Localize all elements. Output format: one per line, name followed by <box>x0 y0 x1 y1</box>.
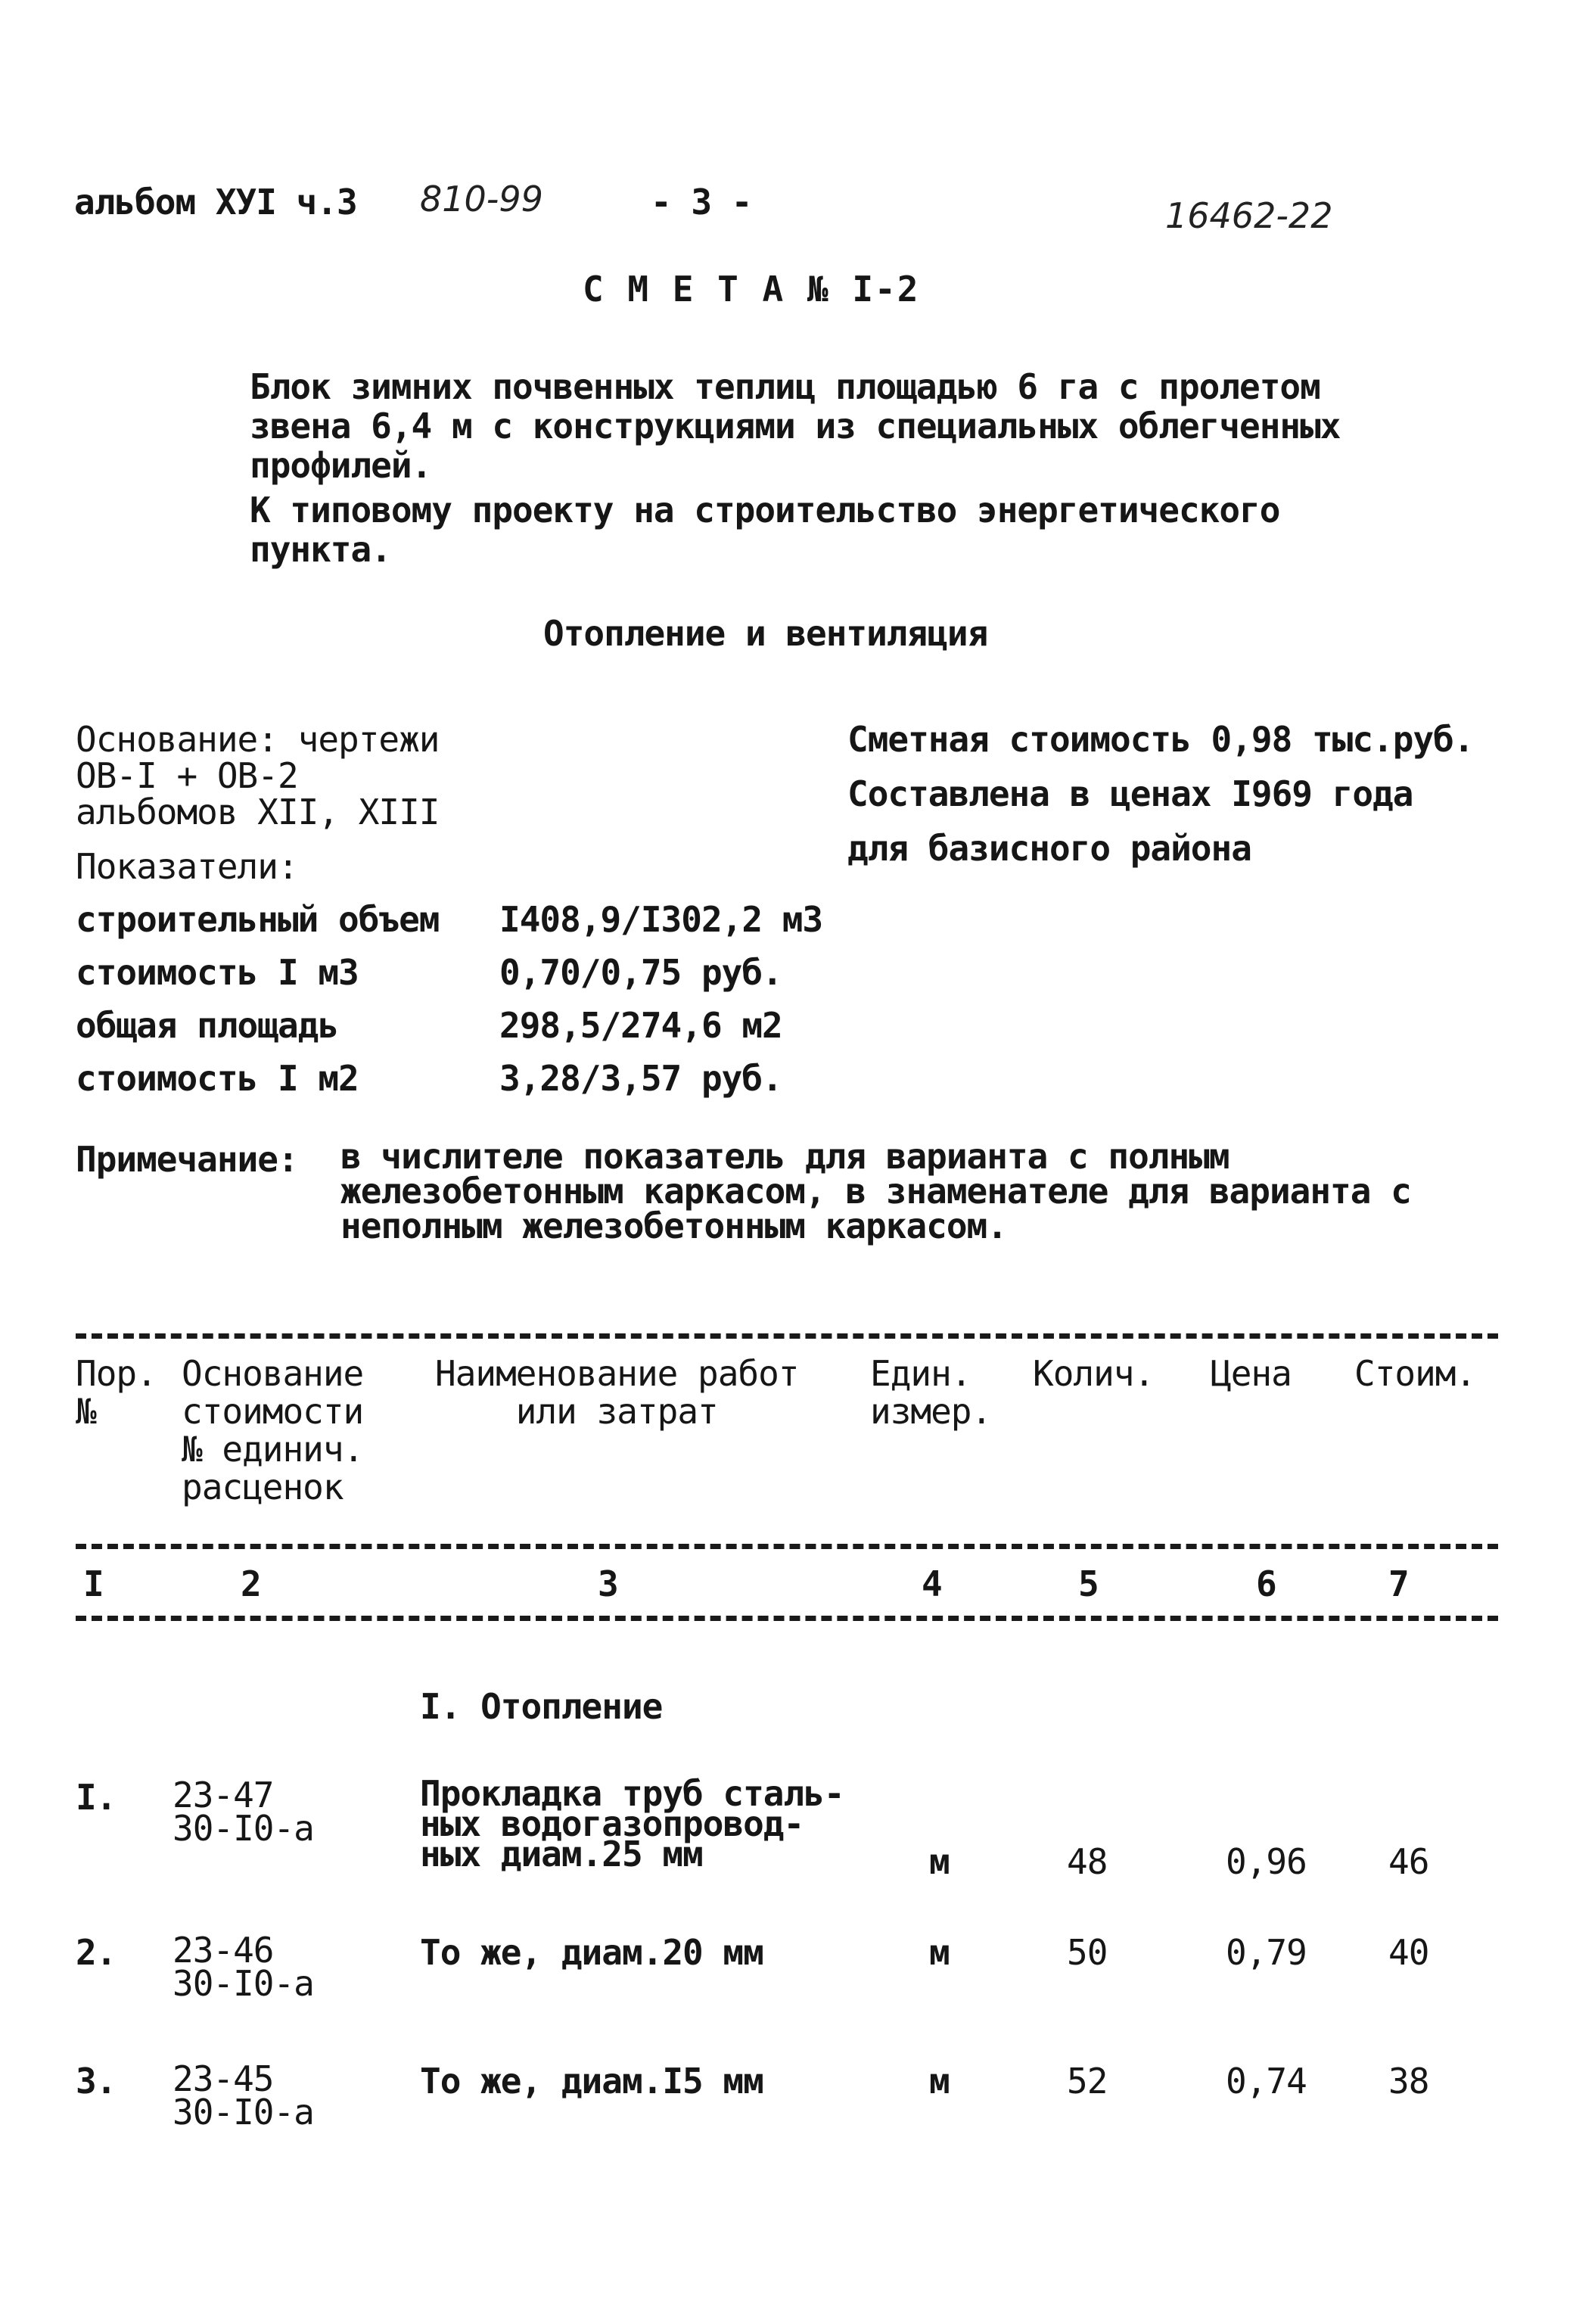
header-unit: Един. измер. <box>870 1353 992 1432</box>
table-mid-rule <box>76 1544 1498 1549</box>
row-unit: м <box>929 1841 950 1882</box>
row-work-name: То же, диам.I5 мм <box>420 2061 763 2102</box>
row-cost: 46 <box>1388 1841 1429 1882</box>
column-number: 2 <box>241 1563 261 1604</box>
row-cost: 40 <box>1388 1932 1429 1973</box>
column-number: 5 <box>1078 1563 1099 1604</box>
handwritten-code: 810-99 <box>420 179 543 219</box>
page-number: - 3 - <box>651 182 752 222</box>
row-unit: м <box>929 2061 950 2102</box>
indicator-label: стоимость I м3 <box>76 952 359 993</box>
table-header-bottom-rule <box>76 1616 1498 1621</box>
indicator-value: 3,28/3,57 руб. <box>499 1058 782 1099</box>
note-text: в числителе показатель для варианта с полным железобетонным каркасом, в знаменателе для варианта с неполным железобетонным каркасом. <box>340 1136 1411 1246</box>
indicator-label: стоимость I м2 <box>76 1058 359 1099</box>
row-number: 2. <box>76 1932 117 1973</box>
header-work-name: Наименование работ или затрат <box>435 1353 799 1432</box>
row-unit: м <box>929 1932 950 1973</box>
column-number: 6 <box>1256 1563 1276 1604</box>
base-region: для базисного района <box>847 828 1251 869</box>
column-number: 7 <box>1388 1563 1409 1604</box>
indicators-label: Показатели: <box>76 846 298 887</box>
description: Блок зимних почвенных теплиц площадью 6 га с пролетом звена 6,4 м с конструкциями из специальных облегченных профилей. <box>250 366 1341 486</box>
column-number: 4 <box>922 1563 942 1604</box>
table-top-rule <box>76 1333 1498 1339</box>
header-basis: Основание стоимости № единич. расценок <box>182 1353 364 1507</box>
project-note: К типовому проекту на строительство энергетического пункта. <box>250 490 1280 570</box>
section-title: Отопление и вентиляция <box>543 613 988 654</box>
column-number: 3 <box>598 1563 618 1604</box>
indicator-value: 298,5/274,6 м2 <box>499 1005 782 1046</box>
basis-line-3: альбомов ХII, ХIII <box>76 792 440 832</box>
album-label: альбом ХУI ч.3 <box>74 182 357 222</box>
row-quantity: 52 <box>1067 2061 1108 2102</box>
price-basis: Составлена в ценах I969 года <box>847 773 1413 814</box>
header-cost: Стоим. <box>1354 1353 1476 1394</box>
indicator-label: общая площадь <box>76 1005 339 1046</box>
row-quantity: 50 <box>1067 1932 1108 1973</box>
document-title: С М Е Т А № I-2 <box>583 269 920 310</box>
row-work-name: То же, диам.20 мм <box>420 1932 763 1973</box>
basis-line-2: ОВ-I + ОВ-2 <box>76 755 298 796</box>
row-basis: 23-45 30-I0-а <box>173 2058 314 2133</box>
header-price: Цена <box>1211 1353 1292 1394</box>
table-section-heading: I. Отопление <box>420 1686 663 1727</box>
basis-line-1: Основание: чертежи <box>76 719 440 760</box>
indicator-value: I408,9/I302,2 м3 <box>499 899 823 940</box>
row-work-name: Прокладка труб сталь- ных водогазопровод- ных диам.25 мм <box>420 1773 844 1874</box>
indicator-label: строительный объем <box>76 899 440 940</box>
header-quantity: Колич. <box>1033 1353 1155 1394</box>
indicator-value: 0,70/0,75 руб. <box>499 952 782 993</box>
row-cost: 38 <box>1388 2061 1429 2102</box>
row-price: 0,96 <box>1226 1841 1307 1882</box>
column-number: I <box>83 1563 104 1604</box>
handwritten-number: 16462-22 <box>1165 195 1333 236</box>
row-number: 3. <box>76 2061 117 2102</box>
note-label: Примечание: <box>76 1139 298 1180</box>
row-price: 0,74 <box>1226 2061 1307 2102</box>
estimated-cost: Сметная стоимость 0,98 тыс.руб. <box>847 719 1474 760</box>
row-quantity: 48 <box>1067 1841 1108 1882</box>
header-row-number: Пор. № <box>76 1353 157 1432</box>
row-basis: 23-46 30-I0-а <box>173 1930 314 2004</box>
row-number: I. <box>76 1777 117 1818</box>
row-basis: 23-47 30-I0-а <box>173 1775 314 1849</box>
row-price: 0,79 <box>1226 1932 1307 1973</box>
